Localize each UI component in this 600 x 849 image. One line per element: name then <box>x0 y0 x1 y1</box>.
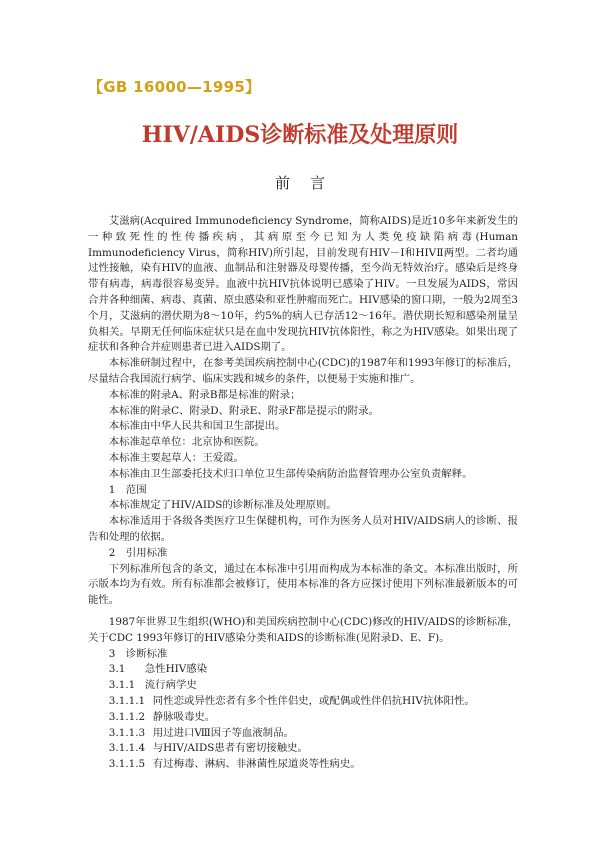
clause <box>88 662 518 678</box>
item-text: 同性恋或异性恋者有多个性伴侣史，或配偶或性伴侣抗HIV抗体阳性。 <box>152 694 475 707</box>
list-item <box>88 710 518 726</box>
paragraph-intro: 艾滋病(Acquired Immunodeficiency Syndrome，简称AIDS)是近10多年来新发生的一种致死性的性传播疾病，其病原至今已知为人类免疫缺陷病毒(Human Immunodeficiency Virus，简称HIV)所引起，目前发现有HIV－Ⅰ和HIVⅡ两型。二者均通过性接触，染有HIV的血液、血制品和注射器及母婴传播，至今尚无特效治疗。感染后是终身带有病毒，病毒很容易变异。血液中抗HIV抗体说明已感染了HIV。一旦发展为AIDS，常因合并各种细菌、病毒、真菌、原虫感染和亚性肿瘤而死亡。HIV感染的窗口期，一般为2周至3个月，艾滋病的潜伏期为8～10年，约5%的病人已存活12～16年。潜伏期长短和感染剂量呈负相关。早期无任何临床症状只是在血中发现抗HIV抗体阳性，称之为HIV感染。如果出现了症状和各种合并症则患者已进入AIDS期了。 <box>88 215 518 354</box>
section-heading-references: 2 引用标准 <box>108 546 168 559</box>
paragraph-development: 本标准研制过程中，在参考美国疾病控制中心(CDC)的1987年和1993年修订的标准后，尽量结合我国流行病学、临床实践和城乡的条件，以便易于实施和推广。 <box>88 357 518 385</box>
paragraph-proposer: 本标准由中华人民共和国卫生部提出。 <box>108 420 286 433</box>
paragraph-drafting-unit: 本标准起草单位：北京协和医院。 <box>108 436 265 449</box>
document-body <box>88 214 518 773</box>
item-number: 3.1.1.2 <box>108 710 146 723</box>
item-text: 有过梅毒、淋病、非淋菌性尿道炎等性病史。 <box>152 758 361 771</box>
paragraph-scope-2: 本标准适用于各级各类医疗卫生保健机构，可作为医务人员对HIV/AIDS病人的诊断、报告和处理的依据。 <box>88 515 518 543</box>
item-text: 与HIV/AIDS患者有密切接触史。 <box>152 742 308 755</box>
item-text: 用过进口Ⅷ因子等血液制品。 <box>152 726 294 739</box>
clause-number: 3.1.1 <box>108 679 136 692</box>
item-text: 静脉吸毒史。 <box>152 710 216 723</box>
item-number: 3.1.1.5 <box>108 758 146 771</box>
list-item <box>88 741 518 757</box>
foreword-heading: 前言 <box>274 174 345 192</box>
clause-text: 急性HIV感染 <box>144 663 208 676</box>
section-heading-scope: 1 范围 <box>108 483 147 496</box>
paragraph-drafter: 本标准主要起草人：王爱霞。 <box>108 451 244 464</box>
paragraph-interpretation: 本标准由卫生部委托技术归口单位卫生部传染病防治监督管理办公室负责解释。 <box>108 467 473 480</box>
section-heading-diagnosis: 3 诊断标准 <box>108 647 168 660</box>
list-item <box>88 757 518 773</box>
paragraph-appendix-informative: 本标准的附录C、附录D、附录E、附录F都是提示的附录。 <box>108 404 379 417</box>
item-number: 3.1.1.3 <box>108 726 146 739</box>
list-item <box>88 694 518 710</box>
paragraph-references-2: 1987年世界卫生组织(WHO)和美国疾病控制中心(CDC)修改的HIV/AIDS的诊断标准，关于CDC 1993年修订的HIV感染分类和AIDS的诊断标准(见附录D、E、F)。 <box>88 615 518 644</box>
paragraph-scope-1: 本标准规定了HIV/AIDS的诊断标准及处理原则。 <box>108 499 337 512</box>
list-item <box>88 726 518 742</box>
paragraph-appendix-normative: 本标准的附录A、附录B都是标准的附录； <box>108 388 301 401</box>
clause-text: 流行病学史 <box>144 679 197 692</box>
paragraph-references-1: 下列标准所包含的条文，通过在本标准中引用而构成为本标准的条文。本标准出版时，所示版本均为有效。所有标准都会被修订，使用本标准的各方应探讨使用下列标准最新版本的可能性。 <box>88 562 518 607</box>
clause <box>88 678 518 694</box>
item-number: 3.1.1.1 <box>108 694 146 707</box>
standard-code: 【GB 16000—1995】 <box>88 78 261 96</box>
document-title: HIV/AIDS诊断标准及处理原则 <box>141 122 459 148</box>
clause-number: 3.1 <box>108 663 126 676</box>
item-number: 3.1.1.4 <box>108 742 146 755</box>
